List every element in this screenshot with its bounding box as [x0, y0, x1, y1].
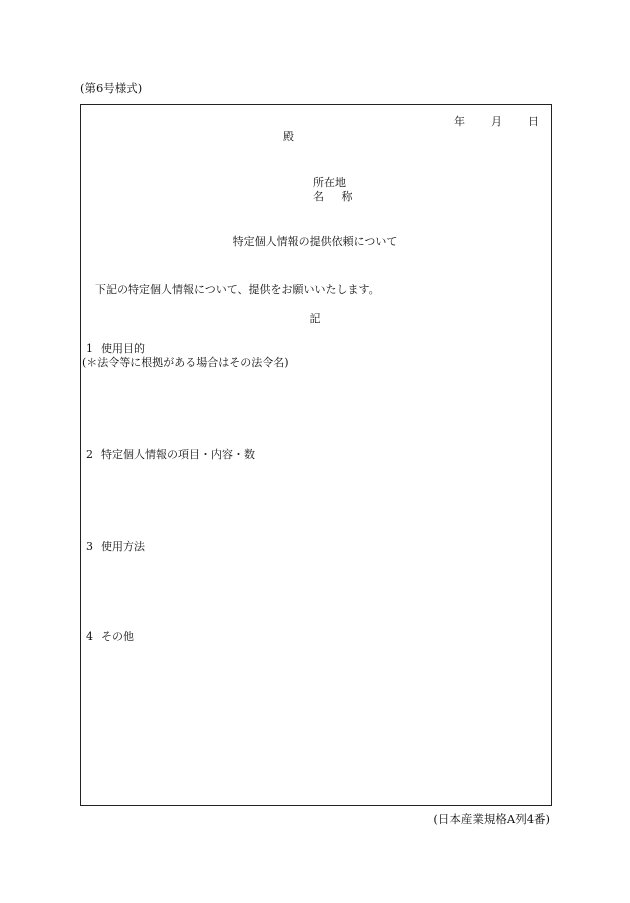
item-number: 1	[86, 342, 93, 355]
item-title: その他	[101, 630, 134, 643]
addressee-honorific: 殿	[283, 130, 294, 143]
item-title: 使用方法	[101, 540, 145, 553]
item-usage-method	[86, 538, 145, 554]
item-title: 特定個人情報の項目・内容・数	[101, 448, 255, 461]
item-other	[86, 628, 134, 644]
paper-size-note: (日本産業規格A列4番)	[433, 812, 550, 826]
sender-location-label: 所在地	[313, 176, 346, 189]
date-month-label: 月	[491, 115, 502, 128]
document-title: 特定個人情報の提供依頼について	[232, 235, 398, 248]
item-usage-purpose-note: (＊法令等に根拠がある場合はその法令名)	[82, 356, 289, 369]
item-info-details	[86, 446, 255, 462]
date-year-label: 年	[454, 115, 465, 128]
sender-name-label: 名 称	[313, 190, 360, 203]
form-number-label: (第6号様式)	[80, 81, 143, 95]
item-number: 3	[86, 540, 93, 553]
item-number: 4	[86, 630, 93, 643]
item-title: 使用目的	[101, 342, 145, 355]
item-number: 2	[86, 448, 93, 461]
date-line	[454, 113, 539, 129]
ki-marker: 記	[309, 312, 321, 325]
date-day-label: 日	[528, 115, 539, 128]
request-body-text: 下記の特定個人情報について、提供をお願いいたします。	[95, 283, 380, 296]
